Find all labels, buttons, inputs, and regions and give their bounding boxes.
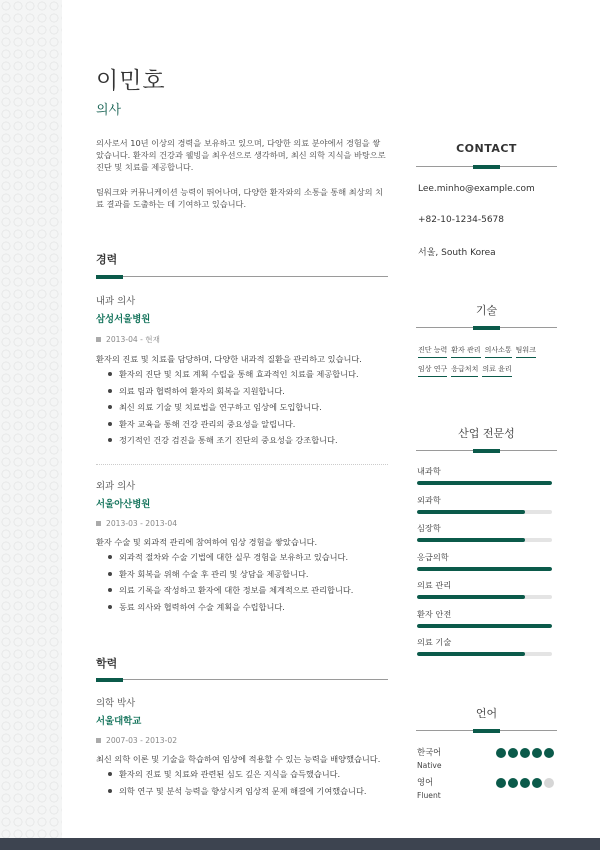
summary: [96, 137, 388, 222]
expertise-bar: [417, 652, 552, 656]
list-item: 외과적 절차와 수술 기법에 대한 실무 경험을 보유하고 있습니다.: [106, 549, 388, 566]
expertise-item: [417, 580, 552, 599]
expertise-rule: [416, 450, 557, 451]
expertise-bar: [417, 538, 552, 542]
entry-role: 외과 의사: [96, 481, 136, 492]
entry-description: 환자의 진료 및 치료를 담당하며, 다양한 내과적 질환을 관리하고 있습니다.: [96, 354, 362, 364]
education-rule: [96, 679, 388, 680]
entry-bullets: [106, 366, 388, 449]
languages-rule: [416, 730, 557, 731]
expertise-label: 응급의학: [417, 551, 449, 562]
contact-rule: [416, 166, 557, 167]
contact-phone[interactable]: +82-10-1234-5678: [418, 215, 504, 225]
expertise-item: [417, 552, 552, 571]
language-rating: [496, 748, 554, 758]
contact-email[interactable]: Lee.minho@example.com: [418, 184, 535, 194]
experience-rule: [96, 276, 388, 277]
entry-org: 서울아산병원: [96, 499, 151, 510]
experience-entry: [96, 293, 388, 449]
skill-tag: 응급처치: [451, 364, 478, 377]
expertise-bar-fill: [417, 624, 552, 628]
contact-location: 서울, South Korea: [418, 248, 496, 258]
expertise-label: 환자 안전: [417, 608, 452, 619]
rating-dot: [544, 778, 554, 788]
rating-dot: [532, 748, 542, 758]
expertise-bar: [417, 510, 552, 514]
language-item: [417, 746, 554, 770]
entry-org: 서울대학교: [96, 716, 142, 727]
rating-dot: [520, 748, 530, 758]
entry-date: 2013-03 - 2013-04: [96, 519, 388, 528]
entry-divider: [96, 464, 388, 465]
footer-bar: [0, 838, 600, 850]
language-item: [417, 776, 554, 800]
skill-tag: 의료 윤리: [482, 364, 511, 377]
job-title: 의사: [96, 103, 122, 118]
expertise-item: [417, 495, 552, 514]
entry-date: 2007-03 - 2013-02: [96, 736, 388, 745]
expertise-bar-fill: [417, 595, 525, 599]
rating-dot: [496, 748, 506, 758]
contact-title: CONTACT: [456, 142, 517, 155]
entry-role: 의학 박사: [96, 698, 136, 709]
skill-tag: 진단 능력: [418, 345, 447, 358]
summary-paragraph: 팀워크와 커뮤니케이션 능력이 뛰어나며, 다양한 환자와의 소통을 통해 최상의 치료 결과를 도출하는 데 기여하고 있습니다.: [96, 186, 384, 209]
expertise-bar-fill: [417, 481, 552, 485]
rating-dot: [496, 778, 506, 788]
expertise-title: 산업 전문성: [458, 427, 515, 440]
expertise-bar: [417, 567, 552, 571]
expertise-bar: [417, 595, 552, 599]
list-item: 환자 회복을 위해 수술 후 관리 및 상담을 제공합니다.: [106, 566, 388, 583]
rating-dot: [508, 748, 518, 758]
education-entry: [96, 695, 388, 799]
list-item: 의료 팀과 협력하여 환자의 회복을 지원합니다.: [106, 383, 388, 400]
expertise-item: [417, 609, 552, 628]
language-level: Fluent: [417, 791, 441, 800]
list-item: 동료 의사와 협력하여 수술 계획을 수립합니다.: [106, 599, 388, 616]
expertise-label: 의료 기술: [417, 637, 452, 647]
expertise-bar-fill: [417, 510, 525, 514]
rating-dot: [520, 778, 530, 788]
language-rating: [496, 778, 554, 788]
entry-role: 내과 의사: [96, 296, 136, 307]
list-item: 정기적인 건강 검진을 통해 조기 진단의 중요성을 강조합니다.: [106, 432, 388, 449]
skills-rule: [416, 327, 557, 328]
list-item: 최신 의료 기술 및 치료법을 연구하고 임상에 도입합니다.: [106, 399, 388, 416]
rating-dot: [532, 778, 542, 788]
expertise-bar-fill: [417, 567, 552, 571]
skill-tag: 임상 연구: [418, 364, 447, 377]
expertise-label: 내과학: [417, 466, 441, 476]
list-item: 환자의 진료 및 치료와 관련된 심도 깊은 지식을 습득했습니다.: [106, 766, 388, 783]
language-level: Native: [417, 761, 442, 770]
expertise-label: 의료 관리: [417, 580, 452, 590]
expertise-bar: [417, 624, 552, 628]
expertise-label: 심장학: [417, 523, 441, 533]
education-title: 학력: [96, 657, 118, 670]
entry-bullets: [106, 549, 388, 615]
entry-bullets: [106, 766, 388, 799]
expertise-label: 외과학: [417, 494, 441, 505]
expertise-bar-fill: [417, 652, 525, 656]
skill-tag: 팀워크: [516, 345, 536, 358]
entry-date: 2013-04 - 현재: [96, 334, 388, 345]
entry-description: 최신 의학 이론 및 기술을 학습하여 임상에 적용할 수 있는 능력을 배양했습니다.: [96, 754, 381, 764]
list-item: 의학 연구 및 분석 능력을 향상시켜 임상적 문제 해결에 기여했습니다.: [106, 783, 388, 800]
skill-tag: 의사소통: [485, 345, 512, 358]
language-name: 영어: [417, 777, 434, 787]
language-name: 한국어: [417, 747, 442, 757]
entry-org: 삼성서울병원: [96, 314, 151, 325]
list-item: 환자의 진단 및 치료 계획 수립을 통해 효과적인 치료를 제공합니다.: [106, 366, 388, 383]
list-item: 의료 기록을 작성하고 환자에 대한 정보를 체계적으로 관리합니다.: [106, 582, 388, 599]
rating-dot: [508, 778, 518, 788]
list-item: 환자 교육을 통해 건강 관리의 중요성을 알립니다.: [106, 416, 388, 433]
skills-title: 기술: [475, 304, 498, 317]
person-name: 이민호: [96, 68, 166, 94]
experience-title: 경력: [96, 253, 118, 266]
decorative-pattern: [0, 0, 62, 838]
skill-tag: 환자 관리: [451, 345, 480, 358]
expertise-item: [417, 637, 552, 656]
expertise-bar: [417, 481, 552, 485]
expertise-bar-fill: [417, 538, 525, 542]
summary-paragraph: 의사로서 10년 이상의 경력을 보유하고 있으며, 다양한 의료 분야에서 경험을 쌓았습니다. 환자의 건강과 웰빙을 최우선으로 생각하며, 최신 의학 지식을 바탕으로 진단 및 치료를 제공합니다.: [96, 138, 386, 173]
rating-dot: [544, 748, 554, 758]
skills-list: [418, 345, 558, 377]
experience-entry: [96, 478, 388, 615]
entry-description: 환자 수술 및 외과적 관리에 참여하여 임상 경험을 쌓았습니다.: [96, 537, 318, 547]
expertise-item: [417, 466, 552, 485]
expertise-item: [417, 523, 552, 542]
languages-title: 언어: [475, 707, 498, 720]
